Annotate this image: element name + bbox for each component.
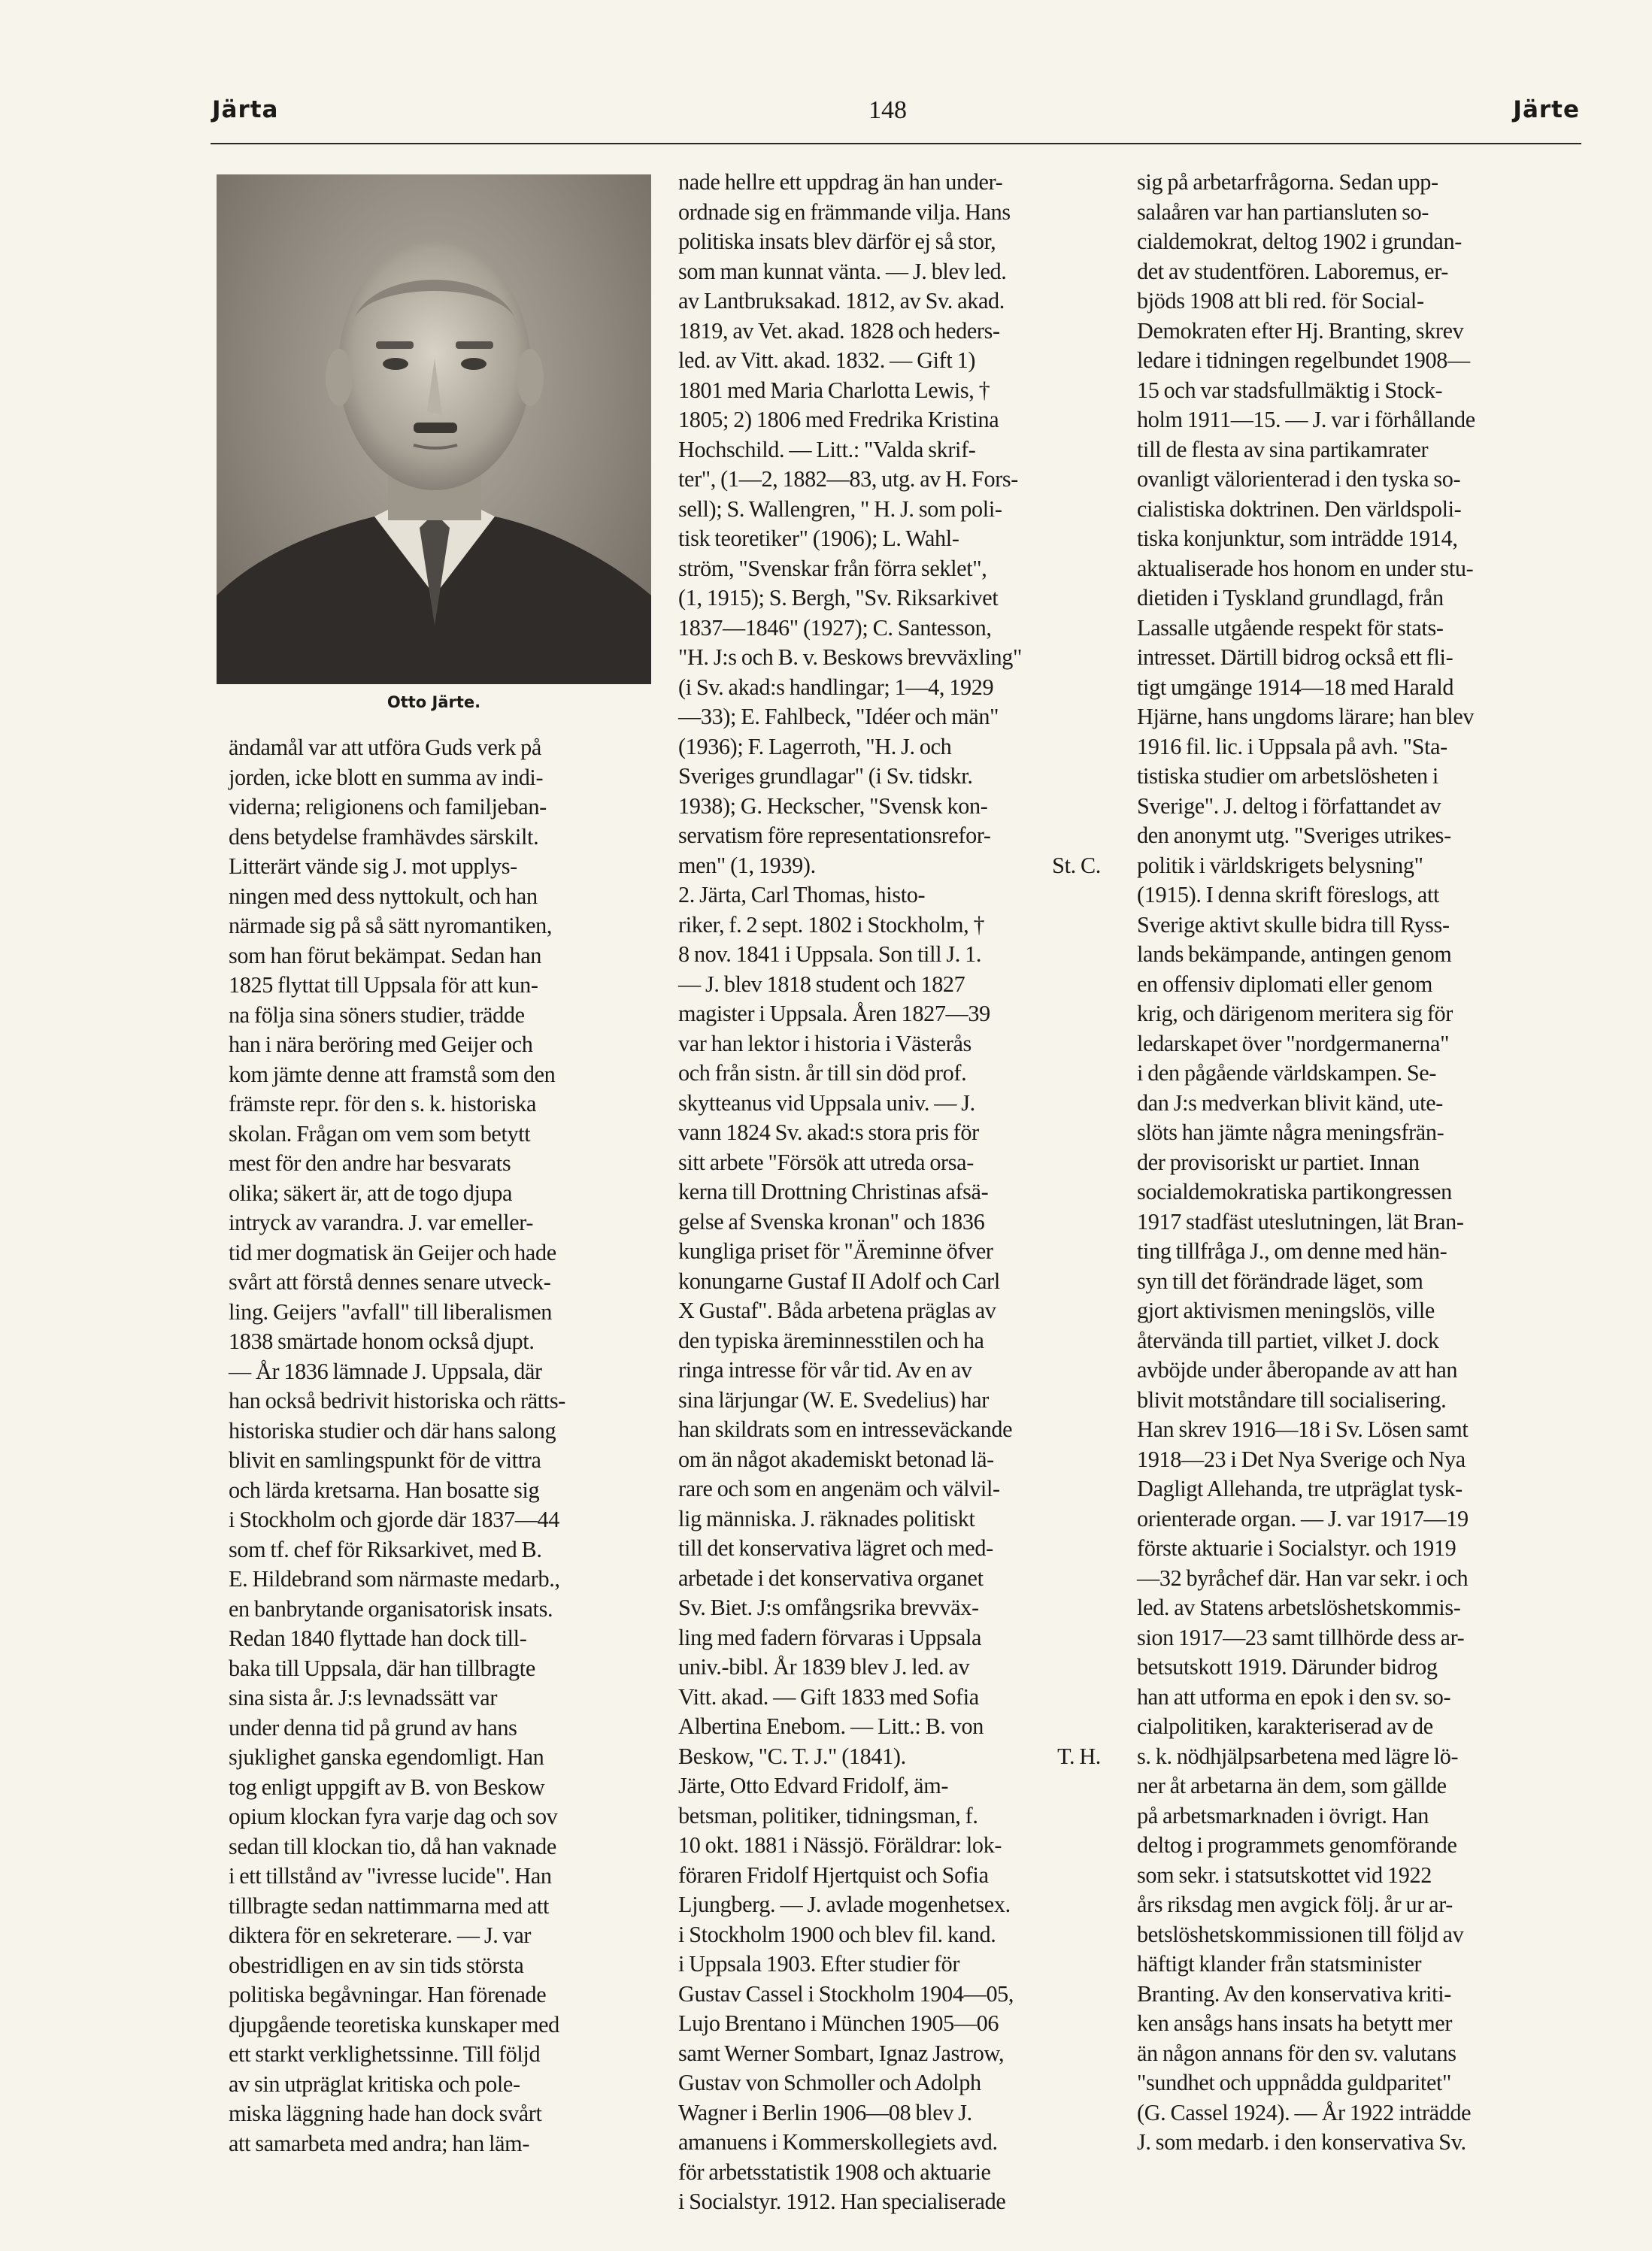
text-line: ningen med dess nyttokult, och han: [229, 883, 538, 909]
text-line: sitt arbete "Försök att utreda orsa-: [678, 1149, 974, 1175]
text-line: "sundhet och uppnådda guldparitet": [1137, 2070, 1452, 2095]
text-line: en banbrytande organisatorisk insats.: [229, 1595, 553, 1622]
text-line: 1917 stadfäst uteslutningen, lät Bran-: [1137, 1208, 1464, 1235]
text-line: i Uppsala 1903. Efter studier för: [678, 1951, 960, 1977]
portrait-caption: Otto Järte.: [386, 693, 481, 711]
text-line: ändamål var att utföra Guds verk på: [229, 735, 541, 760]
text-line: arbetade i det konservativa organet: [678, 1565, 984, 1591]
text-line: Demokraten efter Hj. Branting, skrev: [1137, 317, 1464, 344]
text-line: cialpolitiken, karakteriserad av de: [1137, 1713, 1433, 1739]
text-line: cialdemokrat, deltog 1902 i grundan-: [1137, 229, 1462, 254]
text-line: djupgående teoretiska kunskaper med: [229, 2011, 559, 2037]
author-signature: T. H.: [1057, 1743, 1101, 1769]
text-line: opium klockan fyra varje dag och sov: [229, 1804, 558, 1829]
text-line: ken ansågs hans insats ha betytt mer: [1137, 2010, 1453, 2036]
text-line: —33); E. Fahlbeck, "Idéer och män": [678, 704, 999, 729]
text-line: ledare i tidningen regelbundet 1908—: [1137, 347, 1470, 373]
text-line: 1819, av Vet. akad. 1828 och heders-: [678, 317, 1000, 344]
text-line: Vitt. akad. — Gift 1833 med Sofia: [678, 1683, 979, 1710]
text-line: na följa sina söners studier, trädde: [229, 1001, 525, 1028]
text-line: politiska insats blev därför ej så stor,: [678, 229, 996, 254]
text-line: (1915). I denna skrift föreslogs, att: [1137, 882, 1440, 907]
text-line: rare och som en angenäm och välvil-: [678, 1476, 1000, 1501]
text-line: (G. Cassel 1924). — År 1922 inträdde: [1137, 2099, 1472, 2125]
text-line: obestridligen en av sin tids största: [229, 1952, 524, 1978]
text-line: sell); S. Wallengren, " H. J. som poli-: [678, 495, 1002, 522]
text-line: diktera för en sekreterare. — J. var: [229, 1922, 532, 1948]
text-line: jorden, icke blott en summa av indi-: [229, 764, 544, 790]
text-line: intryck av varandra. J. var emeller-: [229, 1210, 534, 1235]
page-number: 148: [868, 96, 907, 124]
text-line: som sekr. i statsutskottet vid 1922: [1137, 1862, 1432, 1888]
text-line: samt Werner Sombart, Ignaz Jastrow,: [678, 2040, 1005, 2066]
text-line: dens betydelse framhävdes särskilt.: [229, 823, 539, 850]
text-line: slöts han jämte några meningsfrän-: [1137, 1119, 1444, 1145]
text-line: 1837—1846" (1927); C. Santesson,: [678, 614, 992, 641]
text-line: avböjde under åberopande av att han: [1137, 1357, 1458, 1383]
text-line: Litterärt vände sig J. mot upplys-: [229, 853, 517, 879]
text-line: den anonymt utg. "Sveriges utrikes-: [1137, 823, 1451, 848]
text-line: servatism före representationsrefor-: [678, 823, 991, 848]
text-line: ledarskapet över "nordgermanerna": [1137, 1030, 1450, 1056]
text-line: Hjärne, hans ungdoms lärare; han blev: [1137, 704, 1475, 729]
text-line: sig på arbetarfrågorna. Sedan upp-: [1137, 169, 1438, 195]
text-line: ter", (1—2, 1882—83, utg. av H. Fors-: [678, 466, 1019, 492]
text-line: Lassalle utgående respekt för stats-: [1137, 614, 1444, 641]
text-line: att samarbeta med andra; han läm-: [229, 2130, 530, 2156]
text-line: till de flesta av sina partikamrater: [1137, 436, 1429, 462]
text-line: dietiden i Tyskland grundlagd, från: [1137, 585, 1444, 610]
text-line: (i Sv. akad:s handlingar; 1—4, 1929: [678, 674, 994, 700]
text-line: sina sista år. J:s levnadssätt var: [229, 1685, 498, 1710]
text-line: kungliga priset för "Äreminne öfver: [678, 1238, 993, 1264]
text-line: i Stockholm och gjorde där 1837—44: [229, 1507, 560, 1532]
text-line: tid mer dogmatisk än Geijer och hade: [229, 1239, 556, 1265]
text-line: Lujo Brentano i München 1905—06: [678, 2010, 999, 2036]
text-line: föraren Fridolf Hjertquist och Sofia: [678, 1862, 989, 1888]
text-line: det av studentfören. Laboremus, er-: [1137, 258, 1448, 284]
text-line: 15 och var stadsfullmäktig i Stock-: [1137, 377, 1443, 403]
text-line: bjöds 1908 att bli red. för Social-: [1137, 288, 1424, 314]
text-line: [678, 1742, 1101, 1772]
text-line: 1916 fil. lic. i Uppsala på avh. "Sta-: [1137, 733, 1447, 759]
author-signature: St. C.: [1052, 852, 1101, 878]
text-line: Ljungberg. — J. avlade mogenhetsex.: [678, 1892, 1011, 1917]
text-line: Sv. Biet. J:s omfångsrika brevväx-: [678, 1595, 979, 1620]
text-line: Dagligt Allehanda, tre utpräglat tysk-: [1137, 1476, 1463, 1501]
text-line: konungarne Gustaf II Adolf och Carl: [678, 1268, 1000, 1294]
text-line: som man kunnat vänta. — J. blev led.: [678, 258, 1007, 284]
entry-heading-line: Järte, Otto Edvard Fridolf, äm-: [678, 1773, 949, 1798]
text-line: syn till det förändrade läget, som: [1137, 1268, 1423, 1294]
running-head-left: Järta: [212, 96, 279, 123]
text-line: ovanligt välorienterad i den tyska so-: [1137, 466, 1461, 492]
text-line: 1825 flyttat till Uppsala för att kun-: [229, 972, 538, 998]
text-line: än någon annans för den sv. valutans: [1137, 2040, 1456, 2066]
text-line: främste repr. för den s. k. historiska: [229, 1091, 537, 1116]
text-line: tigt umgänge 1914—18 med Harald: [1137, 674, 1454, 700]
text-line: betsutskott 1919. Därunder bidrog: [1137, 1654, 1438, 1680]
text-line: tisk teoretiker" (1906); L. Wahl-: [678, 526, 959, 551]
text-line: i Socialstyr. 1912. Han specialiserade: [678, 2189, 1006, 2214]
text-line: ting tillfråga J., om denne med hän-: [1137, 1238, 1447, 1264]
text-line: skolan. Frågan om vem som betytt: [229, 1120, 531, 1147]
text-line: sina lärjungar (W. E. Svedelius) har: [678, 1386, 990, 1413]
text-line: tog enligt uppgift av B. von Beskow: [229, 1774, 545, 1800]
text-line: riker, f. 2 sept. 1802 i Stockholm, †: [678, 911, 985, 938]
text-line: för arbetsstatistik 1908 och aktuarie: [678, 2159, 991, 2185]
text-line: — J. blev 1818 student och 1827: [678, 971, 965, 997]
text-line: sjuklighet ganska egendomligt. Han: [229, 1744, 544, 1770]
text-line: den typiska äreminnesstilen och ha: [678, 1327, 984, 1353]
text-line: skytteanus vid Uppsala univ. — J.: [678, 1089, 975, 1116]
text-line: om än något akademiskt betonad lä-: [678, 1446, 994, 1472]
text-line: magister i Uppsala. Åren 1827—39: [678, 1001, 990, 1026]
text-line: "H. J:s och B. v. Beskows brevväxling": [678, 644, 1023, 670]
text-line: sion 1917—23 samt tillhörde dess ar-: [1137, 1624, 1465, 1650]
text-line: univ.-bibl. År 1839 blev J. led. av: [678, 1654, 970, 1680]
text-line: olika; säkert är, att de togo djupa: [229, 1180, 513, 1206]
text-line: Gustav Cassel i Stockholm 1904—05,: [678, 1980, 1014, 2007]
text-line: ordnade sig en främmande vilja. Hans: [678, 198, 1011, 225]
text-line: s. k. nödhjälpsarbetena med lägre lö-: [1137, 1743, 1459, 1769]
text-line: på arbetsmarknaden i övrigt. Han: [1137, 1802, 1429, 1828]
text-column-3: [1137, 168, 1581, 2158]
text-line: E. Hildebrand som närmaste medarb.,: [229, 1566, 560, 1592]
text-line: (1, 1915); S. Bergh, "Sv. Riksarkivet: [678, 585, 999, 610]
text-line: i Stockholm 1900 och blev fil. kand.: [678, 1921, 996, 1947]
text-line: [678, 851, 1101, 881]
text-line: ett starkt verklighetssinne. Till följd: [229, 2041, 541, 2067]
text-line: gjort aktivismen meningslös, ville: [1137, 1298, 1435, 1323]
text-line: han också bedrivit historiska och rätts-: [229, 1388, 565, 1413]
text-line: förste aktuarie i Socialstyr. och 1919: [1137, 1535, 1456, 1561]
text-line: J. som medarb. i den konservativa Sv.: [1137, 2129, 1466, 2155]
text-line: Albertina Enebom. — Litt.: B. von: [678, 1713, 984, 1739]
text-line: cialistiska doktrinen. Den världspoli-: [1137, 495, 1462, 522]
text-line: som han förut bekämpat. Sedan han: [229, 942, 542, 968]
text-line: 1805; 2) 1806 med Fredrika Kristina: [678, 407, 999, 432]
text-line: tistiska studier om arbetslösheten i: [1137, 763, 1438, 789]
text-line: och från sistn. år till sin död prof.: [678, 1060, 967, 1086]
text-line: viderna; religionens och familjeban-: [229, 794, 547, 820]
running-head-right: Järte: [1513, 96, 1580, 123]
header-rule: [211, 143, 1581, 144]
text-line: Sverige". J. deltog i författandet av: [1137, 792, 1441, 819]
text-line: vann 1824 Sv. akad:s stora pris för: [678, 1119, 979, 1145]
text-column-1: [229, 733, 650, 2159]
text-line: Redan 1840 flyttade han dock till-: [229, 1625, 527, 1651]
text-line: (1936); F. Lagerroth, "H. J. och: [678, 733, 952, 759]
text-line: blivit motståndare till socialisering.: [1137, 1386, 1447, 1413]
text-line: aktualiserade hos honom en under stu-: [1137, 555, 1474, 581]
text-line: återvända till partiet, vilket J. dock: [1137, 1327, 1439, 1353]
text-line: 8 nov. 1841 i Uppsala. Son till J. 1.: [678, 941, 982, 967]
text-line: års riksdag men avgick följ. år ur ar-: [1137, 1892, 1453, 1917]
text-line: baka till Uppsala, där han tillbragte: [229, 1655, 535, 1681]
text-line: — År 1836 lämnade J. Uppsala, där: [229, 1358, 542, 1384]
text-line: i den pågående världskampen. Se-: [1137, 1060, 1437, 1086]
text-line: 1838 smärtade honom också djupt.: [229, 1328, 535, 1354]
text-line: Branting. Av den konservativa kriti-: [1137, 1980, 1451, 2007]
text-line: 1918—23 i Det Nya Sverige och Nya: [1137, 1446, 1466, 1472]
text-line: 1801 med Maria Charlotta Lewis, †: [678, 377, 990, 403]
text-line: Gustav von Schmoller och Adolph: [678, 2070, 981, 2095]
text-line: Hochschild. — Litt.: "Valda skrif-: [678, 436, 976, 462]
text-line: krig, och därigenom meritera sig för: [1137, 1001, 1453, 1026]
text-line: ling. Geijers "avfall" till liberalismen: [229, 1298, 552, 1325]
text-line: nade hellre ett uppdrag än han under-: [678, 169, 1003, 195]
text-line: han att utforma en epok i den sv. so-: [1137, 1683, 1451, 1710]
text-line: ström, "Svenskar från förra seklet",: [678, 555, 987, 581]
text-line: politiska begåvningar. Han förenade: [229, 1982, 547, 2007]
text-line: och lärda kretsarna. Han bosatte sig: [229, 1477, 540, 1503]
text-line: miska läggning hade han dock svårt: [229, 2101, 542, 2126]
text-line: som tf. chef för Riksarkivet, med B.: [229, 1536, 542, 1562]
text-line: led. av Statens arbetslöshetskommis-: [1137, 1595, 1461, 1620]
text-line: orienterade organ. — J. var 1917—19: [1137, 1505, 1469, 1531]
text-line: han i nära beröring med Geijer och: [229, 1032, 533, 1057]
text-line: han skildrats som en intresseväckande: [678, 1416, 1013, 1442]
text-line: holm 1911—15. — J. var i förhållande: [1137, 407, 1475, 432]
text-line: intresset. Därtill bidrog också ett fli-: [1137, 644, 1453, 670]
text-line: historiska studier och där hans salong: [229, 1417, 556, 1444]
text-line: tiska konjunktur, som inträdde 1914,: [1137, 526, 1458, 551]
text-line: av Lantbruksakad. 1812, av Sv. akad.: [678, 288, 1005, 314]
text-line: lands bekämpande, antingen genom: [1137, 941, 1452, 967]
text-line: sedan till klockan tio, då han vaknade: [229, 1833, 556, 1859]
text-line: till det konservativa lägret och med-: [678, 1535, 993, 1561]
text-line: politik i världskrigets belysning": [1137, 852, 1423, 878]
text-line: kom jämte denne att framstå som den: [229, 1061, 556, 1087]
text-line: X Gustaf". Båda arbetena präglas av: [678, 1298, 996, 1323]
text-line: 10 okt. 1881 i Nässjö. Föräldrar: lok-: [678, 1832, 1002, 1858]
text-line: av sin utpräglat kritiska och pole-: [229, 2071, 520, 2097]
text-line: dan J:s medverkan blivit känd, ute-: [1137, 1089, 1443, 1116]
text-line: gelse af Svenska kronan" och 1836: [678, 1208, 985, 1235]
text-line: Wagner i Berlin 1906—08 blev J.: [678, 2099, 972, 2125]
text-line: i ett tillstånd av "ivresse lucide". Han: [229, 1863, 552, 1889]
text-line: led. av Vitt. akad. 1832. — Gift 1): [678, 347, 976, 373]
text-line: —32 byråchef där. Han var sekr. i och: [1137, 1565, 1469, 1591]
text-line: var han lektor i historia i Västerås: [678, 1030, 971, 1056]
text-line: Sverige aktivt skulle bidra till Ryss-: [1137, 911, 1450, 938]
entry-heading-line: 2. Järta, Carl Thomas, histo-: [678, 882, 926, 907]
text-line: tillbragte sedan nattimmarna med att: [229, 1892, 549, 1919]
text-line: blivit en samlingspunkt för de vittra: [229, 1447, 541, 1473]
text-line: ling med fadern förvaras i Uppsala: [678, 1624, 982, 1650]
text-line: ner åt arbetarna än dem, som gällde: [1137, 1773, 1447, 1798]
text-line: betsman, politiker, tidningsman, f.: [678, 1802, 978, 1828]
text-column-2: [678, 168, 1101, 2217]
text-line: häftigt klander från statsminister: [1137, 1951, 1422, 1977]
text-line: under denna tid på grund av hans: [229, 1714, 517, 1741]
text-line: en offensiv diplomati eller genom: [1137, 971, 1432, 997]
text-span: Beskow, "C. T. J." (1841).: [678, 1743, 906, 1769]
portrait-illustration: [217, 174, 651, 684]
text-line: mest för den andre har besvarats: [229, 1150, 511, 1176]
portrait-photo: [217, 174, 651, 684]
text-line: kerna till Drottning Christinas afsä-: [678, 1179, 989, 1204]
text-line: Sveriges grundlagar" (i Sv. tidskr.: [678, 763, 973, 789]
text-line: der provisoriskt ur partiet. Innan: [1137, 1149, 1420, 1175]
text-line: Han skrev 1916—18 i Sv. Lösen samt: [1137, 1416, 1469, 1442]
text-line: svårt att förstå dennes senare utveck-: [229, 1269, 551, 1295]
text-line: ringa intresse för vår tid. Av en av: [678, 1357, 972, 1383]
text-line: amanuens i Kommerskollegiets avd.: [678, 2129, 998, 2155]
text-line: lig människa. J. räknades politiskt: [678, 1505, 975, 1531]
text-line: betslöshetskommissionen till följd av: [1137, 1921, 1464, 1947]
text-line: socialdemokratiska partikongressen: [1137, 1179, 1452, 1204]
text-line: salaåren var han partiansluten so-: [1137, 198, 1429, 225]
text-line: deltog i programmets genomförande: [1137, 1832, 1457, 1858]
text-line: 1938); G. Heckscher, "Svensk kon-: [678, 792, 988, 819]
text-span: men" (1, 1939).: [678, 852, 816, 878]
text-line: närmade sig på så sätt nyromantiken,: [229, 913, 553, 938]
